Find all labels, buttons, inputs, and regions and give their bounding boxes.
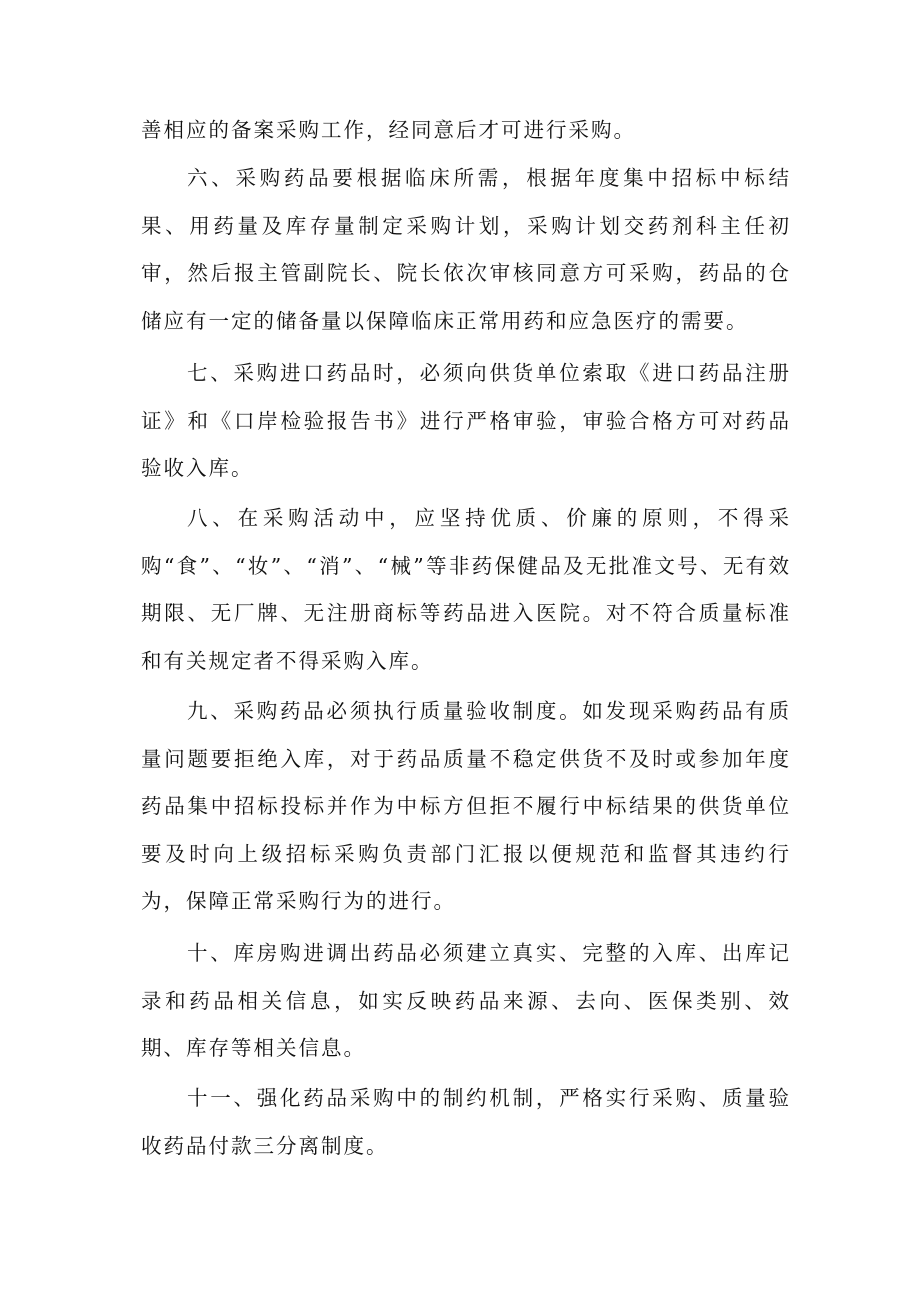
paragraph-item-10: 十、库房购进调出药品必须建立真实、完整的入库、出库记录和药品相关信息，如实反映药品来源、去向、医保类别、效期、库存等相关信息。 <box>141 941 791 1060</box>
paragraph-continuation: 善相应的备案采购工作，经同意后才可进行采购。 <box>141 118 636 142</box>
paragraph-item-7: 七、采购进口药品时，必须向供货单位索取《进口药品注册证》和《口岸检验报告书》进行严格审验，审验合格方可对药品验收入库。 <box>141 361 791 480</box>
paragraph-item-11: 十一、强化药品采购中的制约机制，严格实行采购、质量验收药品付款三分离制度。 <box>141 1086 791 1158</box>
paragraph-item-8: 八、在采购活动中，应坚持优质、价廉的原则，不得采购“食”、“妆”、“消”、“械”等非药保健品及无批准文号、无有效期限、无厂牌、无注册商标等药品进入医院。对不符合质量标准和有关规定者不得采购入库。 <box>141 506 791 673</box>
paragraph-item-6: 六、采购药品要根据临床所需，根据年度集中招标中标结果、用药量及库存量制定采购计划，采购计划交药剂科主任初审，然后报主管副院长、院长依次审核同意方可采购，药品的仓储应有一定的储备量以保障临床正常用药和应急医疗的需要。 <box>141 166 791 333</box>
paragraph-item-9: 九、采购药品必须执行质量验收制度。如发现采购药品有质量问题要拒绝入库，对于药品质量不稳定供货不及时或参加年度药品集中招标投标并作为中标方但拒不履行中标结果的供货单位要及时向上级招标采购负责部门汇报以便规范和监督其违约行为，保障正常采购行为的进行。 <box>141 699 791 913</box>
